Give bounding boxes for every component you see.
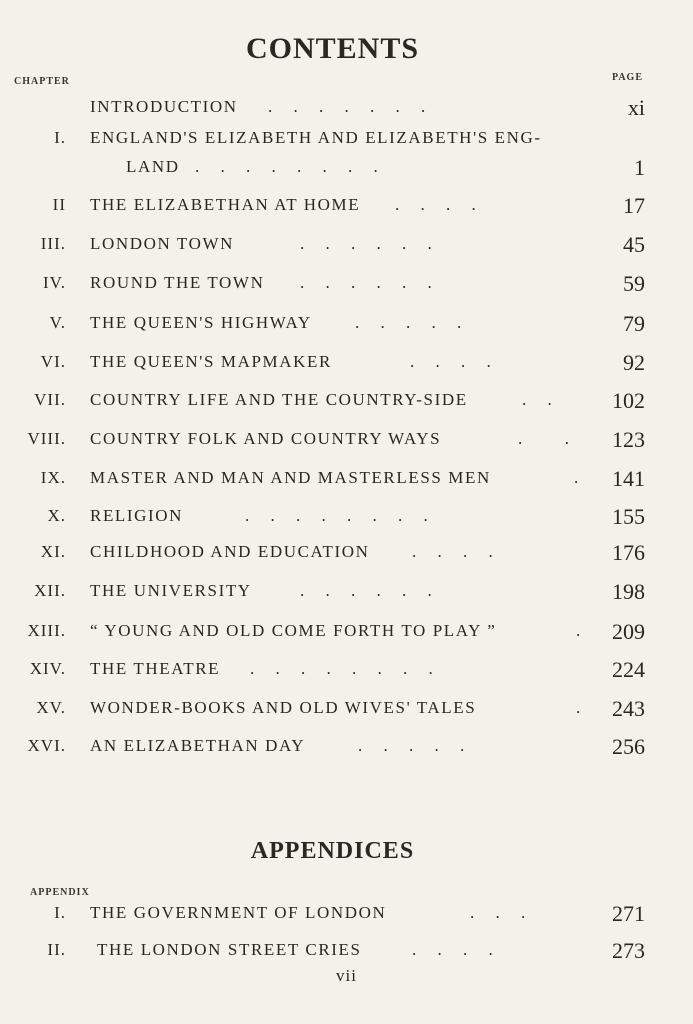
toc-entry-title: LAND — [126, 157, 180, 176]
appendix-column-label: APPENDIX — [30, 887, 90, 898]
toc-entry-title: LONDON TOWN — [90, 234, 234, 253]
chapter-number: XIV. — [29, 659, 66, 678]
toc-entry-chapter-3[interactable] — [0, 234, 693, 264]
toc-entry-introduction[interactable] — [0, 97, 693, 127]
toc-entry-chapter-6[interactable] — [0, 352, 693, 382]
toc-entry-page: 155 — [612, 504, 645, 529]
leader-dots: . . . . . . . . — [250, 659, 433, 678]
toc-entry-page: 271 — [612, 901, 645, 926]
toc-entry-title: INTRODUCTION — [90, 97, 238, 116]
chapter-column-label: CHAPTER — [14, 76, 70, 87]
chapter-number: XI. — [40, 542, 66, 561]
toc-entry-title: THE QUEEN'S MAPMAKER — [90, 352, 332, 371]
toc-entry-title: THE UNIVERSITY — [90, 581, 252, 600]
leader-dots: . . . . . . — [300, 234, 432, 253]
toc-entry-page: 79 — [623, 311, 645, 336]
chapter-number: VIII. — [27, 429, 66, 448]
leader-dots: . . . — [470, 903, 526, 922]
toc-entry-page: 123 — [612, 427, 645, 452]
toc-entry-chapter-5[interactable] — [0, 313, 693, 343]
toc-entry-page: 273 — [612, 938, 645, 963]
leader-dots: . — [576, 621, 581, 640]
toc-entry-page: 224 — [612, 657, 645, 682]
toc-entry-chapter-13[interactable] — [0, 621, 693, 651]
toc-entry-page: 141 — [612, 466, 645, 491]
toc-entry-title: WONDER-BOOKS AND OLD WIVES' TALES — [90, 698, 477, 717]
toc-entry-chapter-1[interactable] — [0, 128, 693, 188]
chapter-number: I. — [54, 128, 66, 147]
leader-dots: . . — [522, 390, 552, 409]
chapter-number: III. — [40, 234, 66, 253]
toc-entry-title: COUNTRY FOLK AND COUNTRY WAYS — [90, 429, 442, 448]
toc-entry-page: 102 — [612, 388, 645, 413]
chapter-number: XVI. — [27, 736, 66, 755]
toc-entry-page: 45 — [623, 232, 645, 257]
toc-entry-title: ROUND THE TOWN — [90, 273, 265, 292]
leader-dots: . . . . . . . . — [245, 506, 428, 525]
page-column-label: PAGE — [611, 72, 643, 83]
chapter-number: V. — [49, 313, 66, 332]
toc-entry-page: 256 — [612, 734, 645, 759]
toc-entry-chapter-10[interactable] — [0, 506, 693, 536]
leader-dots: . . . . . . . . — [195, 157, 378, 176]
toc-entry-page: 59 — [623, 271, 645, 296]
chapter-number: XIII. — [27, 621, 66, 640]
toc-entry-title: AN ELIZABETHAN DAY — [90, 736, 306, 755]
appendix-entry-1[interactable] — [0, 903, 693, 933]
toc-entry-page: 176 — [612, 540, 645, 565]
toc-entry-chapter-9[interactable] — [0, 468, 693, 498]
leader-dots: . . . . — [412, 940, 493, 959]
toc-entry-chapter-8[interactable] — [0, 429, 693, 459]
toc-entry-chapter-14[interactable] — [0, 659, 693, 689]
toc-entry-title: THE LONDON STREET CRIES — [97, 940, 362, 959]
leader-dots: . — [576, 698, 581, 717]
leader-dots: . . . . . . . — [268, 97, 426, 116]
page-folio: vii — [336, 966, 357, 985]
chapter-number: IV. — [43, 273, 66, 292]
toc-entry-page: 17 — [623, 193, 645, 218]
leader-dots: . . . . — [410, 352, 491, 371]
toc-entry-title-line1: ENGLAND'S ELIZABETH AND ELIZABETH'S ENG- — [90, 128, 542, 147]
toc-entry-title: MASTER AND MAN AND MASTERLESS MEN — [90, 468, 491, 487]
toc-entry-title: “ YOUNG AND OLD COME FORTH TO PLAY ” — [90, 621, 497, 640]
leader-dots: . . . . . . — [300, 273, 432, 292]
toc-entry-title: RELIGION — [90, 506, 184, 525]
toc-entry-chapter-7[interactable] — [0, 390, 693, 420]
chapter-number: XII. — [34, 581, 66, 600]
toc-entry-chapter-12[interactable] — [0, 581, 693, 611]
toc-entry-title: THE GOVERNMENT OF LONDON — [90, 903, 387, 922]
appendix-number: II. — [47, 940, 66, 959]
toc-entry-title: THE THEATRE — [90, 659, 221, 678]
leader-dots: . . . . — [395, 195, 476, 214]
toc-entry-chapter-2[interactable] — [0, 195, 693, 225]
toc-entry-title: COUNTRY LIFE AND THE COUNTRY-SIDE — [90, 390, 468, 409]
page-title: CONTENTS — [245, 32, 420, 65]
toc-entry-title: THE ELIZABETHAN AT HOME — [90, 195, 361, 214]
toc-entry-page: 92 — [623, 350, 645, 375]
leader-dots: . . . . . — [355, 313, 462, 332]
toc-entry-page: 1 — [634, 155, 645, 180]
appendices-heading: APPENDICES — [250, 838, 415, 864]
leader-dots: . . . . . . — [300, 581, 432, 600]
toc-entry-chapter-15[interactable] — [0, 698, 693, 728]
chapter-number: II — [52, 195, 66, 214]
toc-entry-chapter-16[interactable] — [0, 736, 693, 766]
appendix-number: I. — [54, 903, 66, 922]
leader-dots: . . — [518, 429, 569, 448]
leader-dots: . — [574, 468, 579, 487]
toc-entry-page: 243 — [612, 696, 645, 721]
leader-dots: . . . . . — [358, 736, 465, 755]
chapter-number: XV. — [36, 698, 66, 717]
toc-entry-title: CHILDHOOD AND EDUCATION — [90, 542, 370, 561]
toc-entry-title: THE QUEEN'S HIGHWAY — [90, 313, 312, 332]
toc-entry-page: 198 — [612, 579, 645, 604]
toc-entry-page: 209 — [612, 619, 645, 644]
leader-dots: . . . . — [412, 542, 493, 561]
chapter-number: X. — [47, 506, 66, 525]
chapter-number: VII. — [34, 390, 66, 409]
chapter-number: IX. — [40, 468, 66, 487]
toc-entry-page: xi — [627, 95, 645, 120]
toc-entry-chapter-4[interactable] — [0, 273, 693, 303]
toc-entry-chapter-11[interactable] — [0, 542, 693, 572]
chapter-number: VI. — [40, 352, 66, 371]
